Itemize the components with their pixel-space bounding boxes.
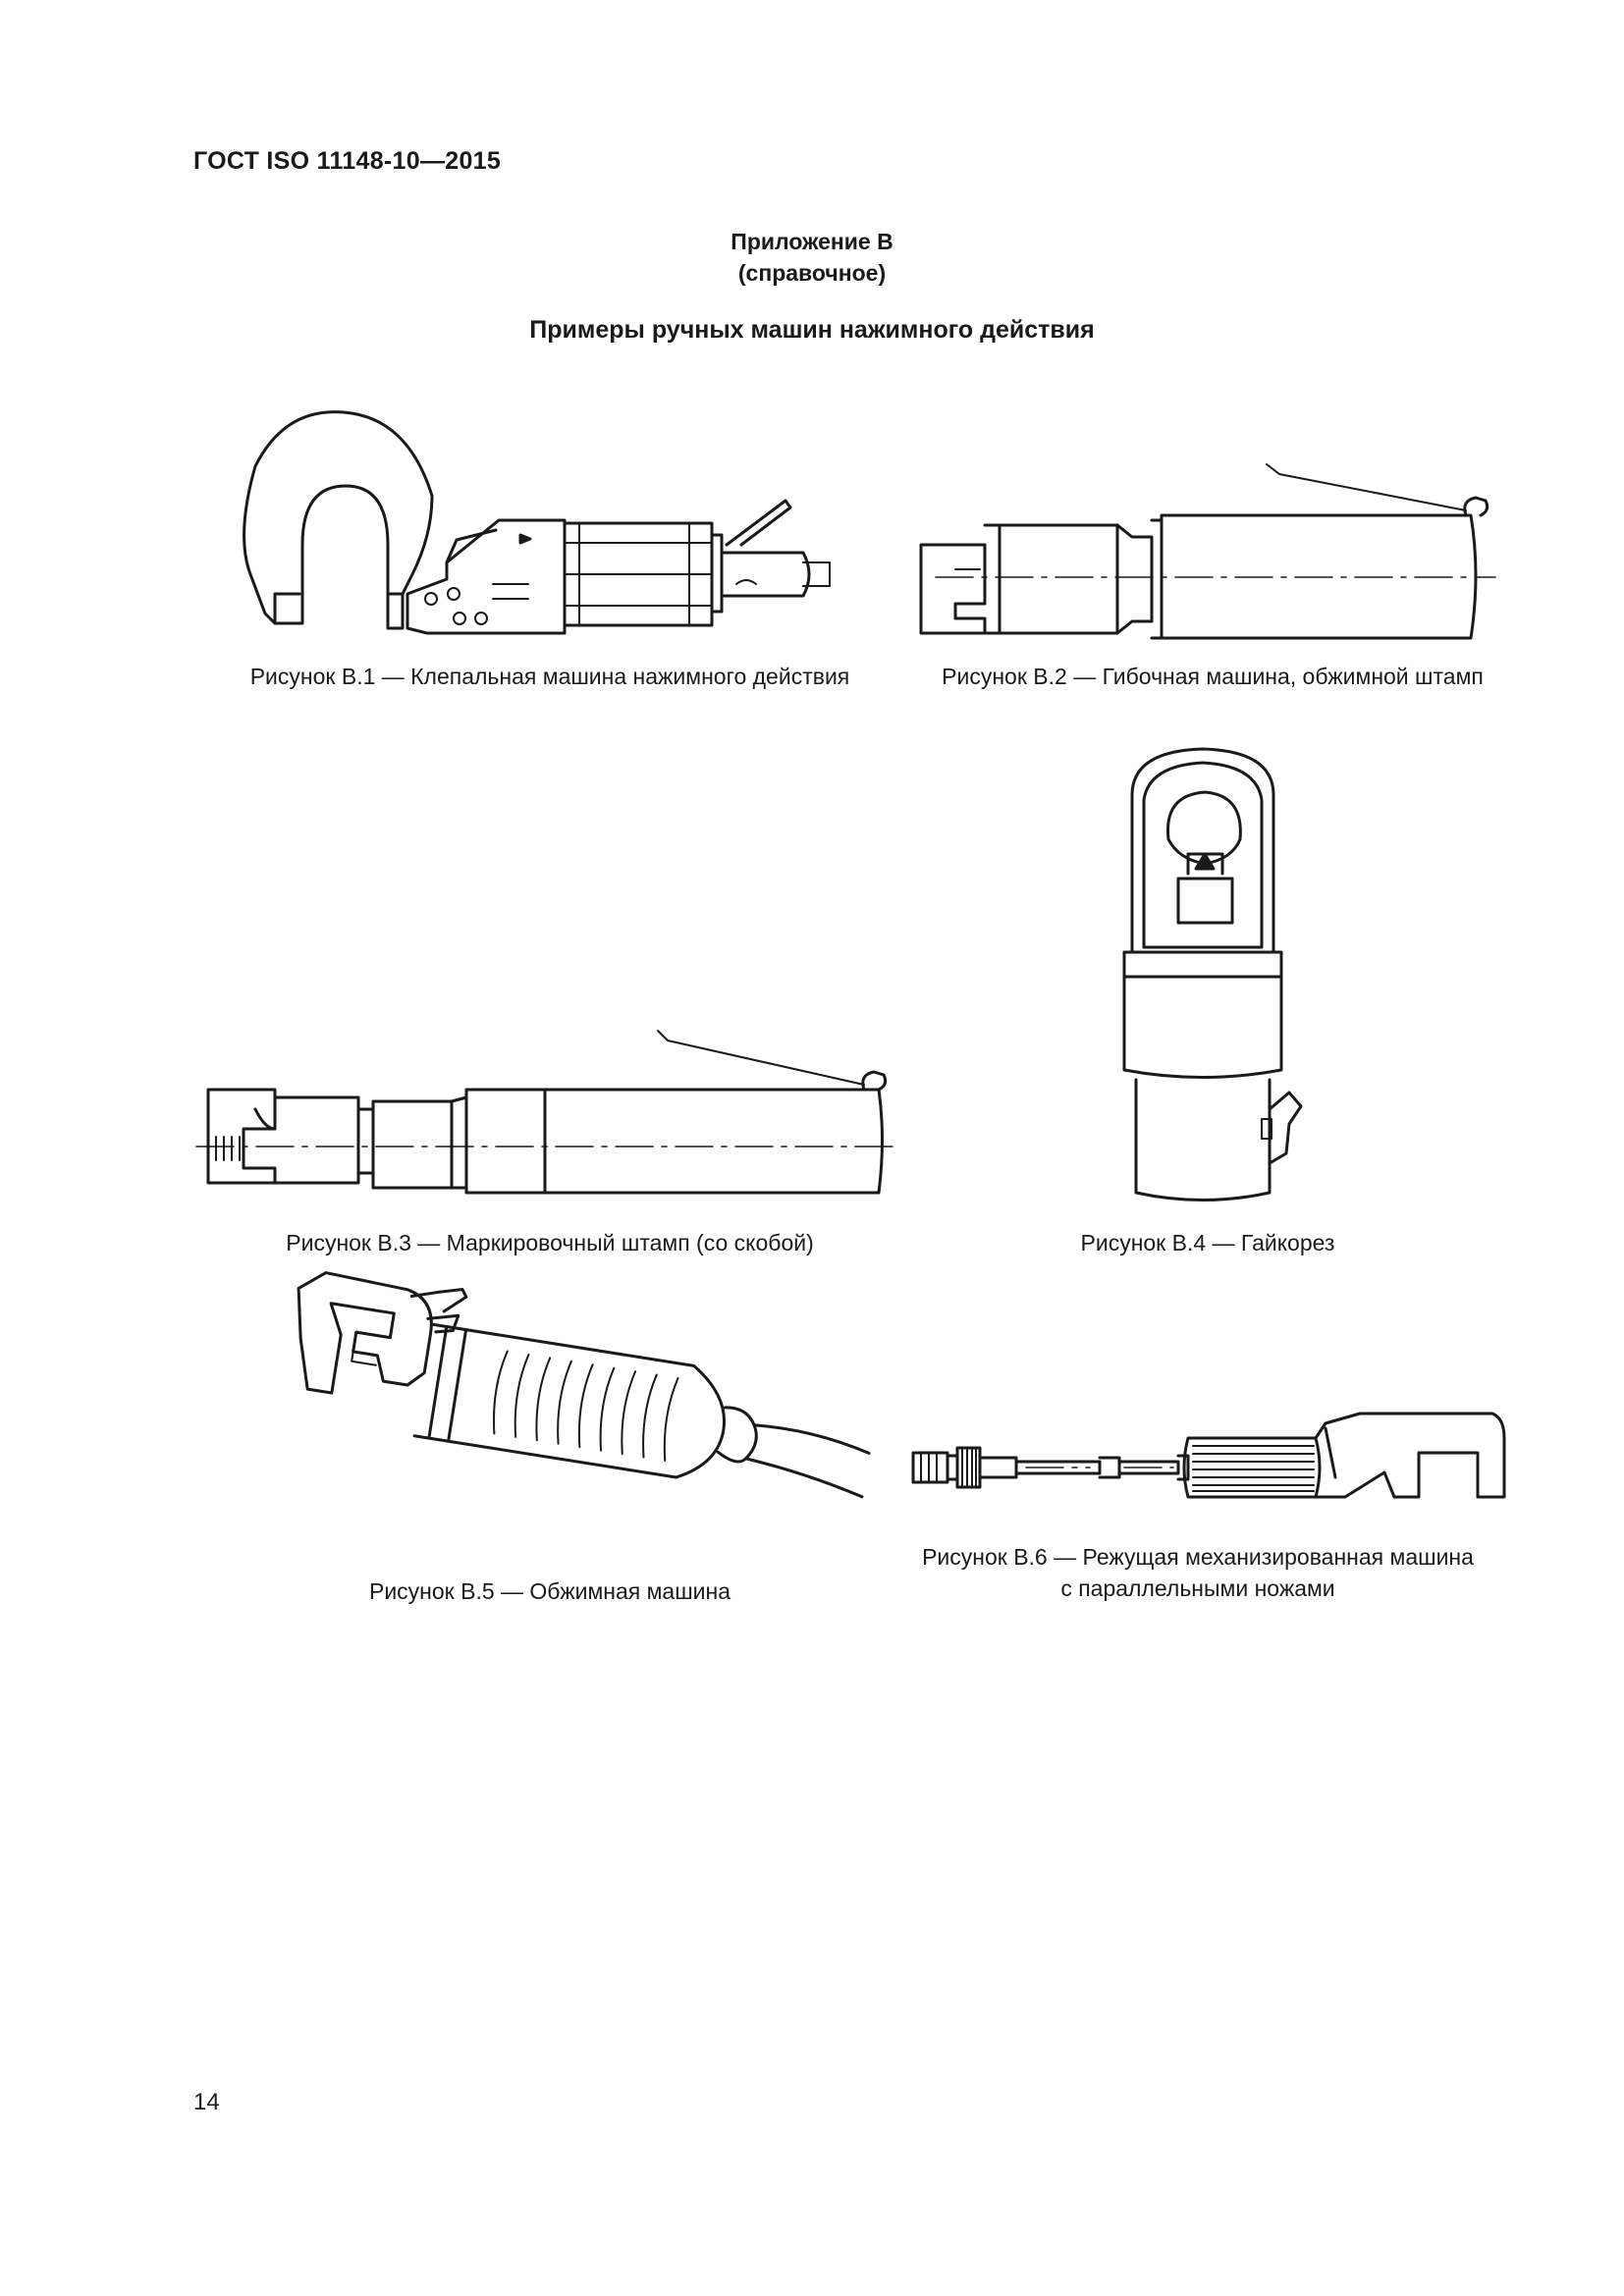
figure-caption-b2: Рисунок В.2 — Гибочная машина, обжимной штамп — [942, 664, 1484, 689]
figure-caption-b6 — [884, 1541, 1512, 1604]
parallel-blade-cutter-figure — [903, 1399, 1522, 1536]
section-title: Примеры ручных машин нажимного действия — [529, 316, 1095, 344]
figure-caption-b3: Рисунок В.3 — Маркировочный штамп (со скобой) — [286, 1230, 814, 1255]
figure-caption-b6-line2: с параллельными ножами — [1060, 1575, 1335, 1601]
crimping-machine-figure — [260, 1301, 869, 1556]
rivet-machine-figure — [236, 398, 864, 643]
document-header: ГОСТ ISO 11148-10—2015 — [193, 147, 502, 175]
annex-type: (справочное) — [737, 260, 887, 286]
nut-splitter-figure — [1095, 741, 1321, 1212]
figure-caption-b5: Рисунок В.5 — Обжимная машина — [368, 1578, 731, 1604]
annex-title: Приложение В — [731, 229, 893, 254]
figure-caption-b4: Рисунок В.4 — Гайкорез — [1080, 1230, 1335, 1255]
page-number: 14 — [193, 2089, 220, 2115]
figure-caption-b1: Рисунок В.1 — Клепальная машина нажимного действия — [249, 664, 850, 689]
figure-caption-b6-line1: Рисунок В.6 — Режущая механизированная машина — [922, 1544, 1474, 1570]
annex-heading — [0, 226, 1624, 289]
bending-machine-figure — [901, 456, 1510, 653]
marking-stamp-figure — [187, 1011, 913, 1207]
